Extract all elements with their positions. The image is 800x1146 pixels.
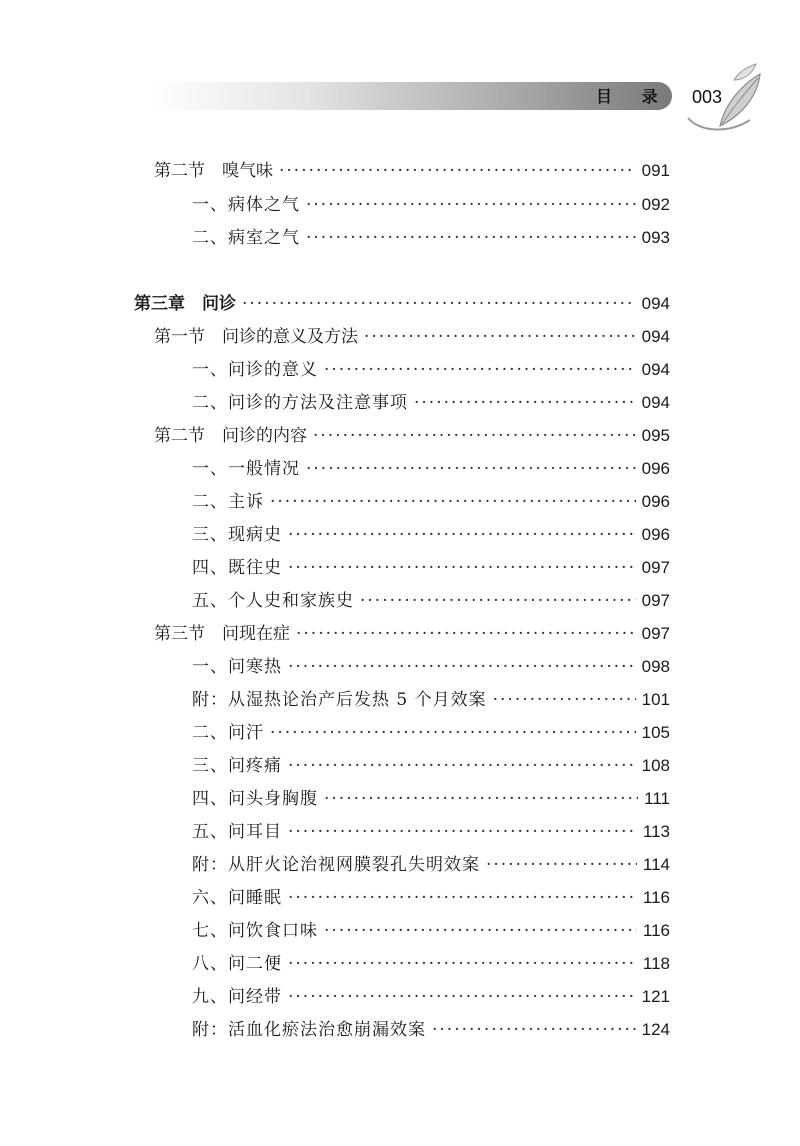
- toc-label: 第二节 问诊的内容: [154, 426, 307, 446]
- toc-page-number: 121: [641, 987, 670, 1006]
- toc-section: [154, 619, 670, 645]
- toc-leader-dots: [360, 591, 636, 611]
- toc-leader-dots: [288, 822, 637, 842]
- toc-page-number: 097: [641, 558, 670, 577]
- toc-item: [192, 586, 670, 612]
- toc-leader-dots: [288, 525, 636, 545]
- toc-label: 第一节 问诊的意义及方法: [154, 327, 358, 347]
- toc-leader-dots: [288, 888, 637, 908]
- toc-leader-dots: [279, 161, 636, 181]
- toc-label: 第三节 问现在症: [154, 624, 290, 644]
- toc-leader-dots: [288, 558, 636, 578]
- toc-page-number: 097: [641, 591, 670, 610]
- toc-page-number: 097: [641, 624, 670, 643]
- toc-leader-dots: [324, 360, 636, 380]
- toc-page-number: 092: [641, 195, 670, 214]
- toc-leader-dots: [288, 987, 636, 1007]
- toc-label: 一、病体之气: [192, 195, 300, 215]
- toc-label: 二、主诉: [192, 492, 264, 512]
- toc-leader-dots: [288, 954, 637, 974]
- toc-leader-dots: [306, 228, 636, 248]
- toc-label: 一、问寒热: [192, 657, 282, 677]
- toc-page-number: 094: [641, 360, 670, 379]
- toc-item: [192, 454, 670, 480]
- toc-label: 五、问耳目: [192, 822, 282, 842]
- toc-label: 附：从肝火论治视网膜裂孔失明效案: [192, 855, 480, 875]
- toc-item: [192, 685, 670, 711]
- toc-chapter: [134, 289, 670, 315]
- toc-item: [192, 850, 670, 876]
- toc-label: 五、个人史和家族史: [192, 591, 354, 611]
- toc-page-number: 094: [641, 294, 670, 313]
- toc-page-number: 116: [642, 888, 670, 907]
- toc-leader-dots: [493, 690, 636, 710]
- toc-item: [192, 487, 670, 513]
- toc-item: [192, 817, 670, 843]
- toc-item: [192, 982, 670, 1008]
- toc-leader-dots: [324, 789, 638, 809]
- toc-section: [154, 156, 670, 182]
- toc-leader-dots: [313, 426, 636, 446]
- toc-page-number: 116: [642, 921, 670, 940]
- toc-label: 第二节 嗅气味: [154, 161, 273, 181]
- toc-label: 九、问经带: [192, 987, 282, 1007]
- toc-page-number: 094: [641, 327, 670, 346]
- toc-leader-dots: [242, 294, 636, 314]
- toc-leader-dots: [324, 921, 637, 941]
- toc-page-number: 098: [641, 657, 670, 676]
- toc-label: 三、现病史: [192, 525, 282, 545]
- toc-section: [154, 322, 670, 348]
- toc-page-number: 111: [644, 789, 670, 808]
- toc-label: 三、问疼痛: [192, 756, 282, 776]
- leaf-ornament-icon: [680, 60, 764, 140]
- toc-label: 二、问诊的方法及注意事项: [192, 393, 408, 413]
- toc-leader-dots: [306, 195, 636, 215]
- toc-item: [192, 916, 670, 942]
- toc-page-number: 124: [641, 1020, 670, 1039]
- toc-label: 八、问二便: [192, 954, 282, 974]
- toc-item: [192, 652, 670, 678]
- toc-item: [192, 751, 670, 777]
- toc-page-number: 108: [641, 756, 670, 775]
- toc-leader-dots: [432, 1020, 636, 1040]
- toc-page-number: 096: [641, 459, 670, 478]
- toc-page-number: 096: [641, 525, 670, 544]
- toc-label: 一、问诊的意义: [192, 360, 318, 380]
- toc-item: [192, 520, 670, 546]
- toc-item: [192, 784, 670, 810]
- toc-page-number: 101: [641, 690, 670, 709]
- toc-label: 第三章 问诊: [134, 294, 236, 314]
- toc-leader-dots: [288, 657, 636, 677]
- toc-item: [192, 223, 670, 249]
- toc-section: [154, 421, 670, 447]
- toc-leader-dots: [364, 327, 636, 347]
- toc-page-number: 105: [641, 723, 670, 742]
- toc-leader-dots: [288, 756, 636, 776]
- toc-label: 二、病室之气: [192, 228, 300, 248]
- toc-item: [192, 883, 670, 909]
- toc-page-number: 094: [641, 393, 670, 412]
- toc-leader-dots: [306, 459, 636, 479]
- toc-leader-dots: [270, 723, 636, 743]
- toc-item: [192, 355, 670, 381]
- toc-item: [192, 949, 670, 975]
- toc-item: [192, 190, 670, 216]
- toc-label: 附：从湿热论治产后发热 5 个月效案: [192, 690, 487, 710]
- toc-leader-dots: [270, 492, 636, 512]
- header-title: 目 录: [596, 87, 670, 106]
- toc-page-number: 118: [642, 954, 670, 973]
- toc-label: 一、一般情况: [192, 459, 300, 479]
- toc-item: [192, 388, 670, 414]
- toc-item: [192, 553, 670, 579]
- toc-item: [192, 718, 670, 744]
- toc-leader-dots: [296, 624, 636, 644]
- toc-page-number: 093: [641, 228, 670, 247]
- header-bar: [150, 82, 672, 110]
- toc-leader-dots: [486, 855, 637, 875]
- toc-label: 四、问头身胸腹: [192, 789, 318, 809]
- toc-label: 六、问睡眠: [192, 888, 282, 908]
- toc-label: 附：活血化瘀法治愈崩漏效案: [192, 1020, 426, 1040]
- toc-page-number: 114: [642, 855, 670, 874]
- toc-leader-dots: [414, 393, 636, 413]
- toc-page-number: 095: [641, 426, 670, 445]
- toc-item: [192, 1015, 670, 1041]
- toc-page-number: 113: [642, 822, 670, 841]
- page-number: 003: [692, 87, 723, 107]
- toc-label: 七、问饮食口味: [192, 921, 318, 941]
- toc-page-number: 091: [641, 161, 670, 180]
- toc-label: 四、既往史: [192, 558, 282, 578]
- toc-label: 二、问汗: [192, 723, 264, 743]
- toc-page-number: 096: [641, 492, 670, 511]
